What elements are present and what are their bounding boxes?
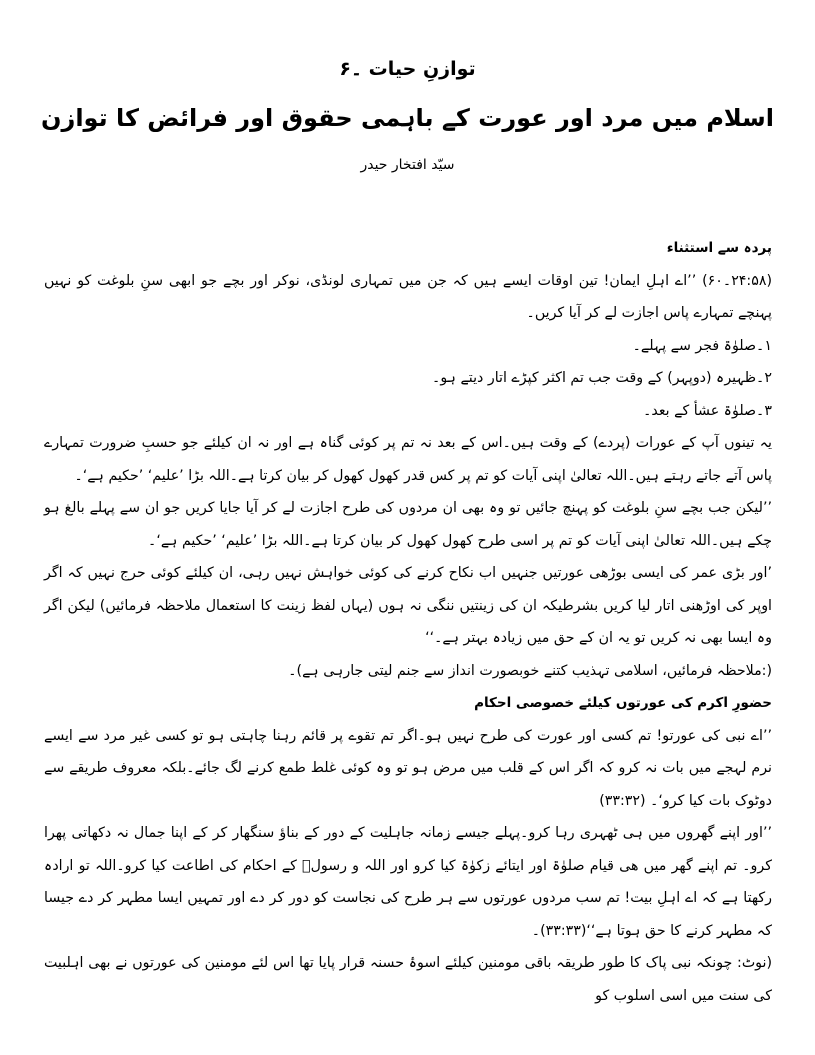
paragraph: ’’اور اپنے گھروں میں ہی ٹھہری رہا کرو۔پہلے جیسے زمانہ جاہلیت کے دور کے بناؤ سنگھار کر کے اپنا جمال نہ دکھاتی پھرا کرو۔ تم اپنے گھر میں ھی قیام صلوٰۃ اور ایتائے زکوٰۃ کیا کرو اور اللہ و رسولؐ کے احکام کی اطاعت کیا کرو۔اللہ تو ارادہ رکھتا ہے کہ اے اہلِ بیت! تم سب مردوں عورتوں سے ہر طرح کی نجاست کو دور کر دے اور تمہیں ایسا مطہر کر دے جیسا کہ مطہر کرنے کا حق ہوتا ہے‘‘(۳۳:۳۳)۔ [44, 825, 772, 939]
paragraph: (۲۴:۵۸۔۶۰) ’’اے اہلِ ایمان! تین اوقات ایسے ہیں کہ جن میں تمہاری لونڈی، نوکر اور بچے جو ابھی سنِ بلوغت کو نہیں پہنچے تمہارے پاس اجازت لے کر آیا کریں۔ [44, 272, 772, 321]
series-title: توازنِ حیات ۔۶ [339, 58, 476, 80]
list-item: ۲۔ظہیرہ (دوپہر) کے وقت جب تم اکثر کپڑے اتار دیتے ہو۔ [432, 370, 772, 386]
paragraph: (:ملاحظہ فرمائیں، اسلامی تہذیب کتنے خوبصورت انداز سے جنم لیتی جارہی ہے)۔ [288, 662, 772, 679]
author-name: سیّد افتخار حیدر [360, 157, 455, 173]
paragraph: ’’اے نبی کی عورتو! تم کسی اور عورت کی طرح نہیں ہو۔اگر تم تقوے پر قائم رہنا چاہتی ہو تو کسی غیر مرد سے ایسے نرم لہجے میں بات نہ کرو کہ اگر اس کے قلب میں مرض ہو تو وہ کوئی غلط طمع کرنے لگ جائے۔بلکہ معروف طریقے سے دوٹوک بات کیا کرو‘۔ (۳۳:۳۲) [44, 727, 772, 809]
section-heading: پردہ سے استثناء [666, 240, 772, 256]
list-item: ۳۔صلوٰۃ عشأ کے بعد۔ [643, 402, 772, 419]
paragraph: یہ تینوں آپ کے عورات (پردے) کے وقت ہیں۔اس کے بعد نہ تم پر کوئی گناہ ہے اور نہ ان کیلئے جو حسبِ ضرورت تمہارے پاس آتے جاتے رہتے ہیں۔اللہ تعالیٰ اپنی آیات کو تم پر کس قدر کھول کھول کر بیان کرتا ہے۔اللہ بڑا ’علیم‘ ’حکیم ہے‘۔ [44, 435, 772, 484]
list-item: ۱۔صلوٰۃ فجر سے پہلے۔ [632, 337, 772, 354]
main-title: اسلام میں مرد اور عورت کے باہمی حقوق اور فرائض کا توازن [41, 104, 774, 132]
paragraph: ’اور بڑی عمر کی ایسی بوڑھی عورتیں جنہیں اب نکاح کرنے کی کوئی خواہش نہیں رہی، ان کیلئے کوئی حرج نہیں کہ اگر اوپر کی اوڑھنی اتار لیا کریں بشرطیکہ ان کی زینتیں ننگی نہ ہوں (یہاں لفظ زینت کا استعمال ملاحظہ فرمائیں) لیکن اگر وہ ایسا بھی نہ کریں تو یہ ان کے حق میں زیادہ بہتر ہے۔‘‘ [44, 565, 772, 646]
paragraph: (نوٹ: چونکہ نبی پاک کا طور طریقہ باقی مومنین کیلئے اسوۂ حسنہ قرار پایا تھا اس لئے مومنین کی عورتوں نے بھی اہلبیت کی سنت میں اسی اسلوب کو [44, 955, 772, 1004]
paragraph: ’’لیکن جب بچے سنِ بلوغت کو پہنچ جائیں تو وہ بھی ان مردوں کی طرح اجازت لے کر آیا جایا کریں جو ان سے پہلے بالغ ہو چکے ہیں۔اللہ تعالیٰ اپنی آیات کو تم پر اسی طرح کھول کھول کر بیان کرتا ہے۔اللہ بڑا ’علیم‘ ’حکیم ہے‘۔ [44, 500, 772, 549]
document-body [44, 232, 772, 1012]
section-heading: حضورِ اکرم کی عورتوں کیلئے خصوصی احکام [474, 695, 772, 711]
